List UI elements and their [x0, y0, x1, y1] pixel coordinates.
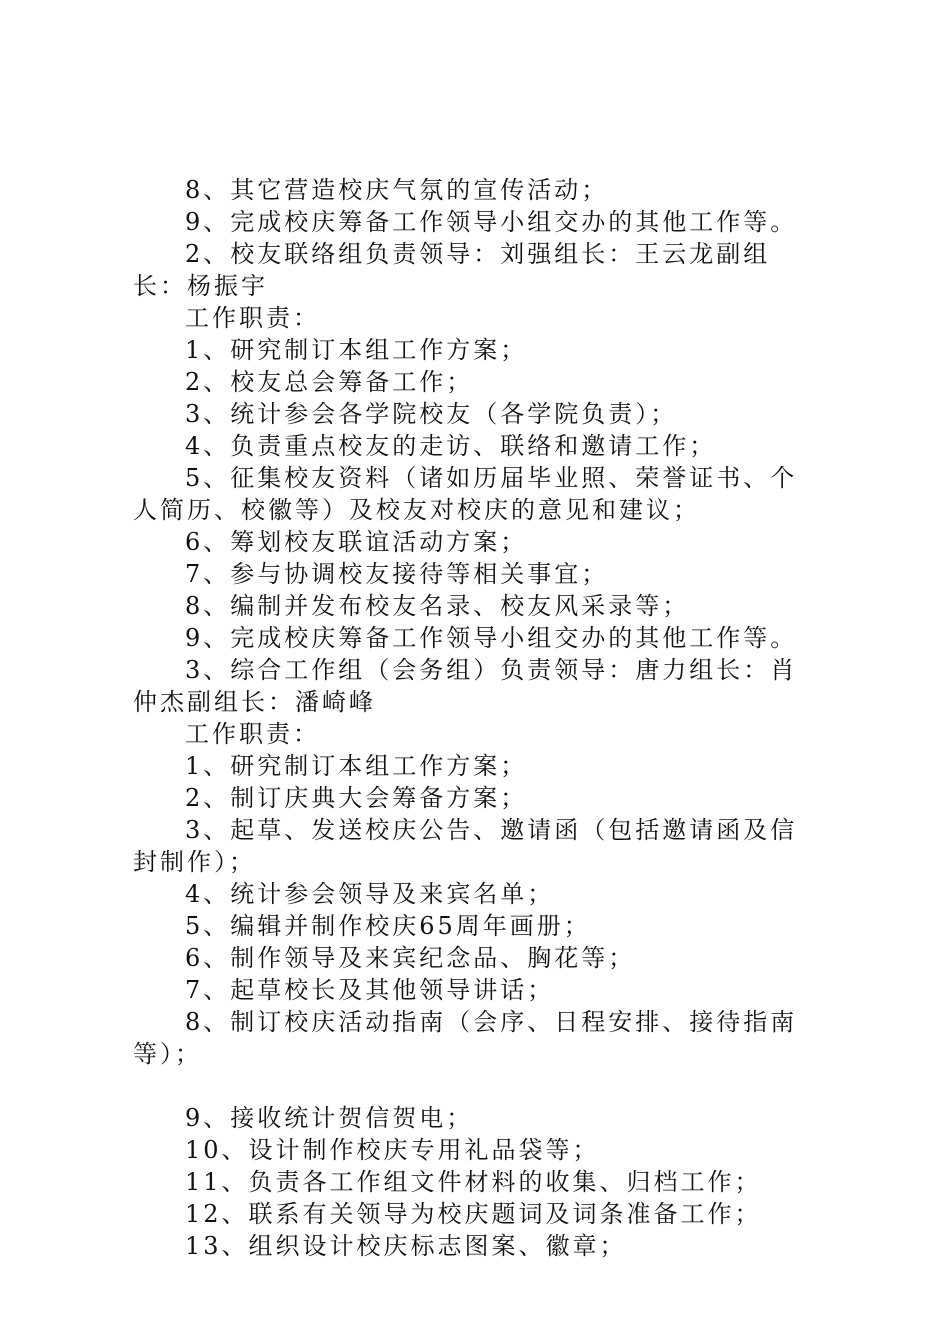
document-body — [133, 174, 823, 1262]
paragraph: 1、研究制订本组工作方案； — [185, 752, 528, 780]
paragraph: 9、接收统计贺信贺电； — [185, 1104, 474, 1132]
paragraph: 9、完成校庆筹备工作领导小组交办的其他工作等。 — [185, 208, 798, 236]
responsibilities-label: 工作职责： — [185, 720, 320, 748]
paragraph: 1、研究制订本组工作方案； — [185, 336, 528, 364]
paragraph: 13、组织设计校庆标志图案、徽章； — [185, 1232, 627, 1260]
paragraph: 2、制订庆典大会筹备方案； — [185, 784, 528, 812]
paragraph: 8、其它营造校庆气氛的宣传活动； — [185, 176, 609, 204]
paragraph: 11、负责各工作组文件材料的收集、归档工作； — [185, 1168, 762, 1196]
paragraph: 9、完成校庆筹备工作领导小组交办的其他工作等。 — [185, 624, 798, 652]
paragraph: 5、征集校友资料（诸如历届毕业照、荣誉证书、个人简历、校徽等）及校友对校庆的意见和建议； — [133, 464, 798, 524]
section-heading-general-affairs: 3、综合工作组（会务组）负责领导：唐力组长：肖仲杰副组长：潘崎峰 — [133, 656, 798, 716]
paragraph: 7、起草校长及其他领导讲话； — [185, 976, 555, 1004]
paragraph: 5、编辑并制作校庆65周年画册； — [185, 912, 591, 940]
paragraph: 4、统计参会领导及来宾名单； — [185, 880, 555, 908]
paragraph: 7、参与协调校友接待等相关事宜； — [185, 560, 609, 588]
paragraph: 10、设计制作校庆专用礼品袋等； — [185, 1136, 600, 1164]
paragraph: 12、联系有关领导为校庆题词及词条准备工作； — [185, 1200, 762, 1228]
responsibilities-label: 工作职责： — [185, 304, 320, 332]
paragraph: 2、校友总会筹备工作； — [185, 368, 474, 396]
paragraph: 6、筹划校友联谊活动方案； — [185, 528, 528, 556]
paragraph: 8、制订校庆活动指南（会序、日程安排、接待指南等）； — [133, 1008, 798, 1068]
paragraph: 3、起草、发送校庆公告、邀请函（包括邀请函及信封制作）； — [133, 816, 798, 876]
section-heading-alumni-liaison: 2、校友联络组负责领导：刘强组长：王云龙副组长：杨振宇 — [133, 240, 771, 300]
paragraph: 8、编制并发布校友名录、校友风采录等； — [185, 592, 690, 620]
blank-line — [133, 1070, 823, 1102]
paragraph: 6、制作领导及来宾纪念品、胸花等； — [185, 944, 636, 972]
paragraph: 4、负责重点校友的走访、联络和邀请工作； — [185, 432, 717, 460]
paragraph: 3、统计参会各学院校友（各学院负责）； — [185, 400, 678, 428]
